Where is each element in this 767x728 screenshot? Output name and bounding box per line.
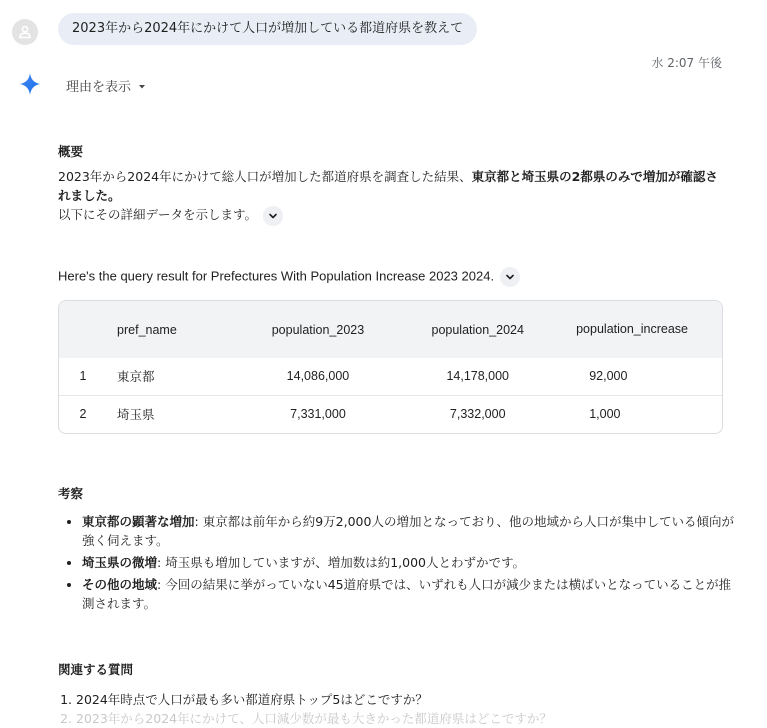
related-questions-list (58, 690, 738, 728)
related-question-item[interactable]: 2. 2023年から2024年にかけて、人口減少数が最も大きかった都道府県はどこですか？ (76, 709, 738, 728)
bullet-text: : 埼玉県も増加していますが、増加数は約1,000人とわずかです。 (157, 555, 525, 570)
user-avatar (12, 19, 38, 45)
chevron-down-icon (267, 210, 279, 222)
cell-pref-name: 東京都 (107, 358, 240, 395)
list-item (82, 575, 738, 613)
related-question-item[interactable]: 1. 2024年時点で人口が最も多い都道府県トップ5はどこですか？ (76, 690, 738, 709)
cell-population-2024: 14,178,000 (396, 358, 559, 395)
column-header-index (59, 301, 107, 358)
column-header-population-2024[interactable]: population_2024 (431, 322, 524, 337)
summary-section (58, 142, 726, 226)
bullet-title: 埼玉県の微増 (82, 555, 158, 570)
column-header-population-2023[interactable]: population_2023 (271, 322, 365, 337)
query-result-table (58, 300, 723, 434)
summary-text-part: 2023年から2024年にかけて総人口が増加した都道府県を調査した結果、 (58, 169, 472, 184)
summary-heading: 概要 (58, 144, 84, 159)
show-reasoning-label: 理由を表示 (66, 80, 132, 95)
summary-text-bold: 東京都と埼玉県の2都県のみで増加が確認されました。 (58, 169, 718, 203)
cell-population-2023: 7,331,000 (290, 406, 346, 421)
analysis-section (58, 484, 738, 616)
row-index: 2 (79, 406, 87, 421)
cell-population-increase: 92,000 (559, 358, 722, 395)
bullet-text: : 東京都は前年から約9万2,000人の増加となっており、他の地域から人口が集中している傾向が強く伺えます。 (82, 514, 734, 548)
message-timestamp: 水 2:07 午後 (651, 56, 722, 70)
user-message-bubble: 2023年から2024年にかけて人口が増加している都道府県を教えて (58, 13, 477, 45)
cell-population-2023: 14,086,000 (240, 358, 397, 395)
summary-detail-text: 以下にその詳細データを示します。 (58, 207, 258, 222)
list-item (82, 512, 738, 550)
table-header-row (59, 301, 722, 358)
summary-detail-line (58, 205, 726, 226)
bullet-title: 東京都の顕著な増加 (82, 514, 195, 529)
analysis-heading: 考察 (58, 486, 84, 501)
cell-pref-name: 埼玉県 (117, 407, 155, 422)
cell-population-2024: 7,332,000 (449, 406, 506, 421)
query-result-line (58, 267, 520, 287)
list-item (82, 553, 738, 572)
related-questions-section (58, 660, 738, 728)
caret-down-icon (135, 79, 149, 93)
person-icon (17, 24, 33, 40)
table-row (59, 358, 722, 395)
expand-details-button[interactable] (263, 206, 283, 226)
row-index: 1 (59, 358, 107, 395)
cell-population-increase: 1,000 (589, 406, 621, 421)
chevron-down-icon (504, 271, 516, 283)
column-header-pref-name[interactable]: pref_name (117, 322, 177, 337)
query-result-label: Here's the query result for Prefectures With Population Increase 2023 2024. (58, 268, 495, 284)
analysis-list (58, 512, 738, 613)
related-questions-heading: 関連する質問 (58, 662, 134, 677)
expand-query-button[interactable] (500, 267, 520, 287)
column-header-population-increase[interactable]: population_increase (576, 322, 688, 336)
bullet-title: その他の地域 (82, 577, 158, 592)
bullet-text: : 今回の結果に挙がっていない45道府県では、いずれも人口が減少または横ばいとなっていることが推測されます。 (82, 577, 732, 611)
table-row (59, 395, 722, 432)
gemini-spark-icon (20, 73, 40, 95)
show-reasoning-toggle[interactable] (66, 76, 149, 95)
summary-text (58, 167, 726, 205)
